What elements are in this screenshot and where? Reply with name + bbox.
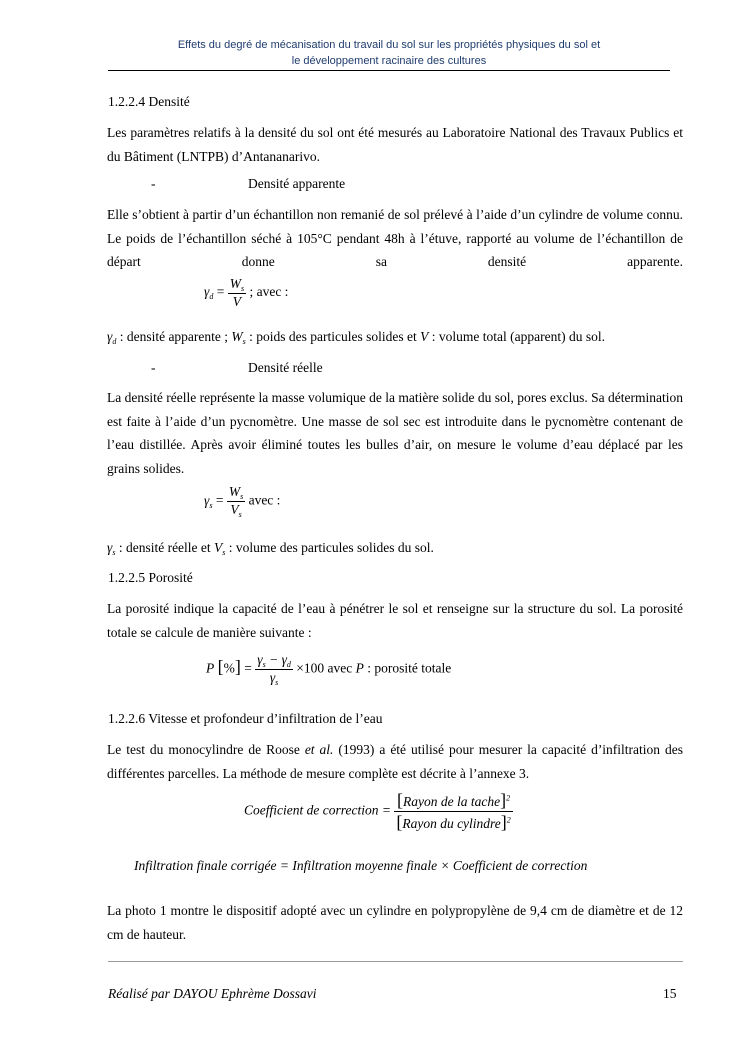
section-heading-infiltration: 1.2.2.6 Vitesse et profondeur d’infiltration de l’eau bbox=[108, 711, 383, 726]
paragraph-densite-reelle: La densité réelle représente la masse volumique de la matière solide du sol, pores exclus. Sa détermination est faite à l’aide d’un pycnomètre. Une masse de sol sec est introduite dans le pycnomètre contenant de l’eau distillée. Après avoir éliminé toutes les bulles d’air, on mesure le volume d’eau déplacé par les grains solides. bbox=[107, 390, 683, 476]
equation-densite-reelle: $\gamma_s$ = $\frac{W_s}{V_s}$ avec : bbox=[204, 484, 281, 519]
header-line-2: le développement racinaire des cultures bbox=[291, 55, 487, 67]
infiltration-text-a: Le test du monocylindre de Roose bbox=[107, 742, 300, 757]
footer-author: Réalisé par DAYOU Ephrème Dossavi bbox=[108, 986, 317, 1001]
eq4-left: Coefficient de correction = bbox=[244, 802, 391, 818]
bullet-dash-2: - bbox=[151, 360, 156, 375]
paragraph-infiltration bbox=[107, 738, 683, 785]
def-gamma-d: : densité apparente ; bbox=[119, 329, 229, 344]
def-vs: : volume des particules solides du sol. bbox=[228, 540, 434, 555]
def-ws: : poids des particules solides et bbox=[249, 329, 417, 344]
equation-densite-apparente: $\gamma_d$ = $\frac{W_s}{V}$ ; avec : bbox=[204, 276, 289, 309]
header-divider bbox=[108, 70, 670, 71]
infiltration-etal: et al. bbox=[304, 742, 334, 757]
paragraph-densite-intro: Les paramètres relatifs à la densité du sol ont été mesurés au Laboratoire National des Travaux Publics et du Bâtiment (LNTPB) d’Antananarivo. bbox=[107, 125, 683, 164]
equation-coefficient-correction: Coefficient de correction = $\frac{[Rayon de la tache]^2}{[Rayon du cylindre]^2}$ bbox=[244, 790, 511, 832]
definition-line-1: $\gamma_d$ : densité apparente ; $W_s$ : poids des particules solides et V : volume total (apparent) du sol. bbox=[107, 329, 605, 346]
definition-line-2: $\gamma_s$ : densité réelle et $V_s$ : volume des particules solides du sol. bbox=[107, 540, 434, 557]
eq1-avec: ; avec : bbox=[249, 284, 289, 300]
equation-infiltration-corrigee: Infiltration finale corrigée = Infiltration moyenne finale × Coefficient de correction bbox=[134, 858, 588, 873]
paragraph-porosite: La porosité indique la capacité de l’eau à pénétrer le sol et renseigne sur la structure du sol. La porosité totale se calcule de manière suivante : bbox=[107, 601, 683, 640]
page-number: 15 bbox=[663, 986, 677, 1001]
subheading-densite-apparente: Densité apparente bbox=[248, 176, 346, 191]
def-gamma-s: : densité réelle et bbox=[118, 540, 211, 555]
header-line-1: Effets du degré de mécanisation du travail du sol sur les propriétés physiques du sol et bbox=[177, 39, 601, 51]
running-header bbox=[108, 37, 670, 69]
section-heading-porosite: 1.2.2.5 Porosité bbox=[108, 570, 193, 585]
eq3-tail: ×100 avec bbox=[296, 660, 353, 676]
eq4-den: Rayon du cylindre bbox=[402, 816, 501, 831]
section-heading-densite: 1.2.2.4 Densité bbox=[108, 94, 190, 109]
bullet-dash: - bbox=[151, 176, 156, 191]
paragraph-photo: La photo 1 montre le dispositif adopté avec un cylindre en polypropylène de 9,4 cm de diamètre et de 12 cm de hauteur. bbox=[107, 903, 683, 942]
eq3-desc: : porosité totale bbox=[367, 660, 452, 676]
eq2-avec: avec : bbox=[248, 492, 281, 508]
equation-porosite: P [%] = $\frac{\gamma_s - \gamma_d}{\gamma_s}$ ×100 avec P : porosité totale bbox=[206, 652, 452, 687]
subheading-densite-reelle: Densité réelle bbox=[248, 360, 323, 375]
footer-divider bbox=[108, 961, 683, 962]
paragraph-densite-apparente: Elle s’obtient à partir d’un échantillon non remanié de sol prélevé à l’aide d’un cylindre de volume connu. Le poids de l’échantillon séché à 105°C pendant 48h à l’étuve, rapporté au volume de l’échantillon de départ donne sa densité apparente. bbox=[107, 207, 683, 269]
infiltration-text-b: (1993) a été utilisé pour mesurer la capacité d’infiltration des différentes parcelles. La méthode de mesure complète est décrite à l’annexe 3. bbox=[107, 742, 684, 781]
def-v: : volume total (apparent) du sol. bbox=[431, 329, 605, 344]
eq4-num: Rayon de la tache bbox=[403, 794, 501, 809]
